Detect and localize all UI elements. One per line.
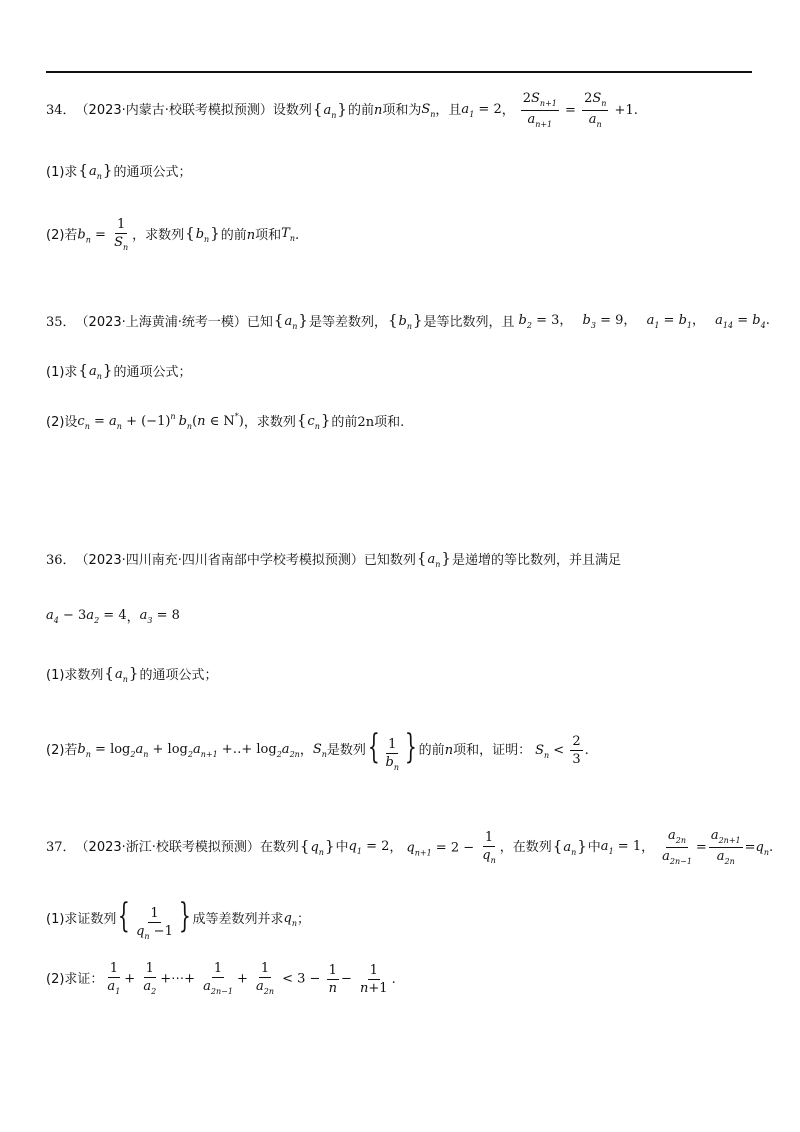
q34-a1-eq: $a_1 = 2$ — [461, 101, 502, 119]
q37-q-recurrence: $q_{n+1} = 2$ − $\frac{1}{q_n}$ — [406, 829, 496, 865]
q35-source: （2023·上海黄浦·统考一模） — [75, 314, 247, 330]
q34-number: 34． — [46, 103, 76, 118]
q35-part1: (1)求 $\{a_n\}$ 的通项公式； — [46, 361, 192, 381]
q37-source: （2023·浙江·校联考模拟预测） — [75, 840, 260, 855]
q36-bn-def: $b_n = \log_2a_n + \log_2a_{n+1}$ +‥+ $\log_2a_{2n}$ — [77, 741, 300, 759]
q36-source: （2023·四川南充·四川省南部中学校考模拟预测） — [75, 552, 364, 568]
q36-stem: 36． （2023·四川南充·四川省南部中学校考模拟预测） 已知数列 $\{a_n\}$ 是递增的等比数列，并且满足 — [46, 549, 621, 569]
q35-stem: 35． （2023·上海黄浦·统考一模） 已知 $\{a_n\}$ 是等差数列， $\{b_n\}$ 是等比数列，且 $b_2 = 3$， $b_3 = 9$， $a_1 = b_1$， $a_{14} = b_4$. — [46, 311, 770, 331]
q34-source: （2023·内蒙古·校联考模拟预测） — [75, 103, 273, 118]
q35-cn-def: $c_n = a_n + (-1)^n$ $b_n(n$ ∈ N*) — [77, 412, 244, 431]
q36-number: 36． — [46, 552, 76, 568]
q35-part2: (2)设 $c_n = a_n + (-1)^n$ $b_n(n$ ∈ N*) ，求数列 $\{c_n\}$ 的前 2n 项和. — [46, 411, 405, 431]
q37-part2: (2)求证： $\frac{1}{a_1}$ + $\frac{1}{a_2}$ +⋯+ $\frac{1}{a_{2n-1}}$ + $\frac{1}{a_{2n}}$ < 3 − $\frac{1}{n}$ − $\frac{1}{n+1}$ . — [46, 961, 396, 996]
header-rule — [46, 71, 752, 73]
q35-number: 35． — [46, 314, 76, 330]
q36-inequality: $S_n$ < $\frac{2}{3}$ — [535, 734, 581, 768]
q37-stem: 37． （2023·浙江·校联考模拟预测） 在数列 $\{q_n\}$ 中 $q_1 = 2$ ， $q_{n+1} = 2$ − $\frac{1}{q_n}$ ，在数列 $\{a_n\}$ 中 $a_1 = 1$ ， $\frac{a_{2n}}{a_{2n-1}}$ = $\frac{a_{2n+1}}{a_{2n}}$ $=q_n$ . — [46, 828, 774, 866]
q36-conditions: $a_4 - 3a_2 = 4$ ， $a_3 = 8$ — [46, 608, 180, 625]
q34-stem: 34． （2023·内蒙古·校联考模拟预测） 设数列 $\{a_n\}$ 的前 n 项和为 $S_n$ ，且 $a_1 = 2$ ， $\frac{2S_{n+1}}{a_{n+1}}$ = $\frac{2S_n}{a_n}$ +1 . — [46, 91, 638, 129]
q37-number: 37． — [46, 840, 76, 855]
q37-part1: (1)求证数列 { $\frac{1}{q_n -1}$ } 成等差数列并求 $q_n$ ； — [46, 896, 310, 941]
q37-inequality: $\frac{1}{a_1}$ + $\frac{1}{a_2}$ +⋯+ $\frac{1}{a_{2n-1}}$ + $\frac{1}{a_{2n}}$ < 3 − $\frac{1}{n}$ − $\frac{1}{n+1}$ — [107, 961, 388, 996]
q34-seq-an: $\{a_n\}$ — [312, 99, 347, 120]
q34-part2: (2)若 $b_n$ = $\frac{1}{S_n}$ ，求数列 $\{b_n\}$ 的前 n 项和 $T_n$ . — [46, 217, 300, 252]
q34-bn-def: $b_n$ = $\frac{1}{S_n}$ — [77, 217, 129, 252]
q34-recurrence: $\frac{2S_{n+1}}{a_{n+1}}$ = $\frac{2S_n}{a_n}$ +1 — [522, 91, 634, 129]
q35-conditions: $b_2 = 3$， $b_3 = 9$， $a_1 = b_1$， $a_{14} = b_4$. — [518, 313, 770, 330]
q34-part1: (1)求 $\{a_n\}$ 的通项公式； — [46, 161, 192, 181]
q36-part2: (2)若 $b_n = \log_2a_n + \log_2a_{n+1}$ +‥+ $\log_2a_{2n}$ ， $S_n$ 是数列 { $\frac{1}{b_n}$ } 的前 n 项和，证明： $S_n$ < $\frac{2}{3}$ . — [46, 727, 589, 772]
q37-a-recurrence: $\frac{a_{2n}}{a_{2n-1}}$ = $\frac{a_{2n+1}}{a_{2n}}$ $=q_n$ — [662, 828, 770, 866]
q36-part1: (1)求数列 $\{a_n\}$ 的通项公式； — [46, 664, 218, 684]
